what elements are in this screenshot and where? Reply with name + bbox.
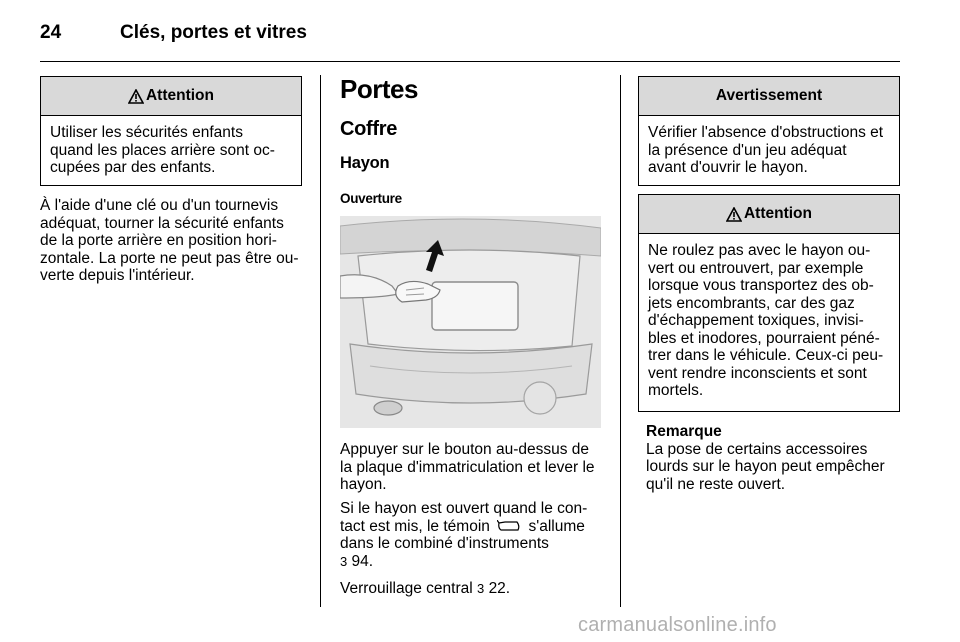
child-lock-paragraph [40,197,310,285]
text-line: vent rendre inconscients et sont [648,364,867,382]
heading-portes: Portes [340,74,418,104]
page-reference[interactable]: 3 94. [340,552,374,570]
warning-box [638,76,900,186]
text-line: Si le hayon est ouvert quand le con- [340,500,588,517]
text-line: À l'aide d'une clé ou d'un tournevis [40,197,279,214]
attention-box-title: Attention [743,205,812,222]
warning-box-title: Avertissement [715,87,823,104]
text-line: d'échappement toxiques, invisi- [648,312,864,329]
text-line: Ne roulez pas avec le hayon ou- [648,242,871,259]
warning-triangle-icon [726,207,742,222]
text-line: qu'il ne reste ouvert. [646,475,786,493]
page-number: 24 [40,22,62,43]
attention-box-right [638,194,900,412]
text-line: quand les places arrière sont oc- [50,141,275,159]
text-line: lorsque vous transportez des ob- [648,277,874,294]
text-line: hayon. [340,476,387,493]
attention-box-body [41,116,301,183]
warning-box-body [639,116,899,183]
reference-arrow-icon: 3 [477,581,485,596]
warning-triangle-icon [128,89,144,104]
attention-box-header [41,77,301,116]
text-line: la présence d'un jeu adéquat [648,141,847,159]
watermark: carmanualsonline.info [578,614,777,636]
column-divider-left [320,75,321,607]
text-line: de la porte arrière en position hori- [40,232,277,249]
attention-box-title: Attention [145,87,214,104]
tailgate-opening-illustration [340,216,601,428]
chapter-title: Clés, portes et vitres [120,22,307,43]
text-line: jets encombrants, car des gaz [648,294,855,312]
heading-hayon: Hayon [340,154,390,172]
reference-arrow-icon: 3 [340,553,348,569]
text-line: verte depuis l'intérieur. [40,267,195,284]
text-line: dans le combiné d'instruments [340,535,549,552]
text-line: cupées par des enfants. [50,159,216,176]
text-line: adéquat, tourner la sécurité enfants [40,214,284,232]
column-divider-right [620,75,621,607]
attention-box-body [639,234,899,406]
warning-box-header [639,77,899,116]
remark-title: Remarque [646,423,722,440]
tailgate-figure [340,216,601,428]
text-line: Appuyer sur le bouton au-dessus de [340,441,590,458]
text-line: trer dans le véhicule. Ceux-ci peu- [648,347,884,364]
text-line: Vérifier l'absence d'obstructions et [648,124,884,141]
header-rule [40,61,900,62]
indicator-paragraph [340,500,610,570]
text-line: Utiliser les sécurités enfants [50,124,243,141]
heading-coffre: Coffre [340,118,398,140]
attention-box-left [40,76,302,186]
text-line: bles et inodores, pourraient péné- [648,329,880,347]
text-line: La pose de certains accessoires [646,440,868,458]
text-line: zontale. La porte ne peut pas être ou- [40,249,299,267]
page-header [40,22,900,46]
central-locking-reference[interactable]: Verrouillage central 3 22. [340,580,511,597]
open-instruction-paragraph [340,441,608,494]
text-line: avant d'ouvrir le hayon. [648,159,808,176]
heading-ouverture: Ouverture [340,191,402,206]
attention-box-header [639,195,899,234]
text-line: la plaque d'immatriculation et lever le [340,458,595,476]
text-line: mortels. [648,382,704,399]
text-line: vert ou entrouvert, par exemple [648,259,864,277]
open-tailgate-indicator-icon [497,520,521,532]
text-line: lourds sur le hayon peut empêcher [646,458,885,475]
text-line: tact est mis, le témoin s'allume [340,517,585,535]
remark-section [646,423,902,493]
